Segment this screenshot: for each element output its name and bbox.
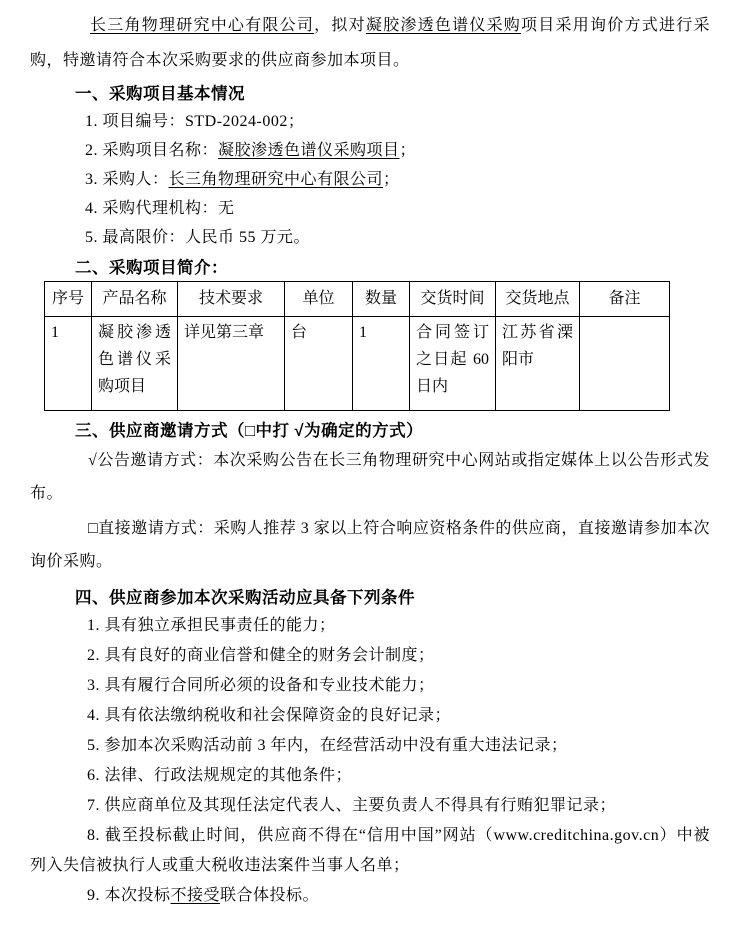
- item-buyer-label: 3. 采购人：: [85, 171, 169, 188]
- condition-2: 2. 具有良好的商业信誉和健全的财务会计制度；: [87, 647, 435, 664]
- header-cell-remarks: 备注: [580, 282, 670, 317]
- intro-rest: 项目采用询价方式进行采购，特邀请符合本次采购要求的供应商参加本项目。: [30, 17, 710, 69]
- option-public-announcement: √公告邀请方式：本次采购公告在长三角物理研究中心网站或指定媒体上以公告形式发布。: [30, 452, 710, 502]
- condition-4: 4. 具有依法缴纳税收和社会保障资金的良好记录；: [87, 707, 452, 724]
- condition-1: 1. 具有独立承担民事责任的能力；: [87, 617, 336, 634]
- table-header-row: [45, 282, 670, 317]
- cell-delivery-time: 合同签订之日起 60 日内: [410, 317, 496, 411]
- header-cell-unit: 单位: [285, 282, 353, 317]
- condition-9-prefix: 9. 本次投标: [87, 887, 171, 904]
- condition-8: 8. 截至投标截止时间，供应商不得在“信用中国”网站（www.creditchina.gov.cn）中被列入失信被执行人或重大税收违法案件当事人名单；: [30, 827, 710, 874]
- item-project-name-label: 2. 采购项目名称：: [85, 142, 219, 159]
- intro-paragraph: [30, 8, 710, 78]
- intro-connector: ，拟对: [314, 17, 366, 34]
- cell-unit: 台: [285, 317, 353, 411]
- option-direct-invitation: □直接邀请方式：采购人推荐 3 家以上符合响应资格条件的供应商，直接邀请参加本次询价采购。: [30, 520, 710, 570]
- section3-title: [75, 421, 710, 442]
- condition-3: 3. 具有履行合同所必须的设备和专业技术能力；: [87, 677, 435, 694]
- item-buyer-value: 长三角物理研究中心有限公司: [168, 171, 384, 188]
- item-agency: 4. 采购代理机构：无: [85, 200, 235, 217]
- item-project-name-value: 凝胶渗透色谱仪采购项目: [218, 142, 400, 159]
- section3-title-main: 三、供应商邀请方式: [75, 422, 228, 440]
- header-cell-delivery-time: 交货时间: [410, 282, 496, 317]
- item-price-cap: 5. 最高限价：人民币 55 万元。: [85, 229, 311, 246]
- item-project-name: [85, 136, 710, 165]
- cell-remarks: [580, 317, 670, 411]
- cell-delivery-place: 江苏省溧阳市: [496, 317, 580, 411]
- cell-index: 1: [45, 317, 92, 411]
- item-project-name-suffix: ；: [399, 142, 417, 159]
- condition-7: 7. 供应商单位及其现任法定代表人、主要负责人不得具有行贿犯罪记录；: [87, 797, 617, 814]
- condition-9: [30, 881, 710, 911]
- buyer-name-underline: 长三角物理研究中心有限公司: [90, 17, 315, 34]
- header-cell-product-name: 产品名称: [92, 282, 178, 317]
- cell-tech-requirements: 详见第三章: [178, 317, 285, 411]
- header-cell-delivery-place: 交货地点: [496, 282, 580, 317]
- condition-6: 6. 法律、行政法规规定的其他条件；: [87, 767, 353, 784]
- item-buyer-suffix: ；: [383, 171, 400, 188]
- section4-title: 四、供应商参加本次采购活动应具备下列条件: [75, 589, 415, 607]
- project-name-underline: 凝胶渗透色谱仪采购: [365, 17, 522, 34]
- header-cell-quantity: 数量: [353, 282, 410, 317]
- condition-5: 5. 参加本次采购活动前 3 年内，在经营活动中没有重大违法记录；: [87, 737, 568, 754]
- cell-quantity: 1: [353, 317, 410, 411]
- section2-title: 二、采购项目简介：: [75, 259, 228, 277]
- header-cell-index: 序号: [45, 282, 92, 317]
- item-buyer: [85, 165, 710, 194]
- table-data-row: [45, 317, 670, 411]
- header-cell-tech-requirements: 技术要求: [178, 282, 285, 317]
- section3-title-note: （□中打 √为确定的方式）: [228, 422, 424, 440]
- cell-product-name: 凝胶渗透色谱仪采购项目: [92, 317, 178, 411]
- procurement-table: [44, 281, 670, 411]
- condition-9-suffix: 联合体投标。: [220, 887, 320, 904]
- section1-title: 一、采购项目基本情况: [75, 85, 245, 103]
- item-project-number: 1. 项目编号：STD-2024-002；: [85, 113, 305, 130]
- condition-9-underline: 不接受: [170, 887, 221, 904]
